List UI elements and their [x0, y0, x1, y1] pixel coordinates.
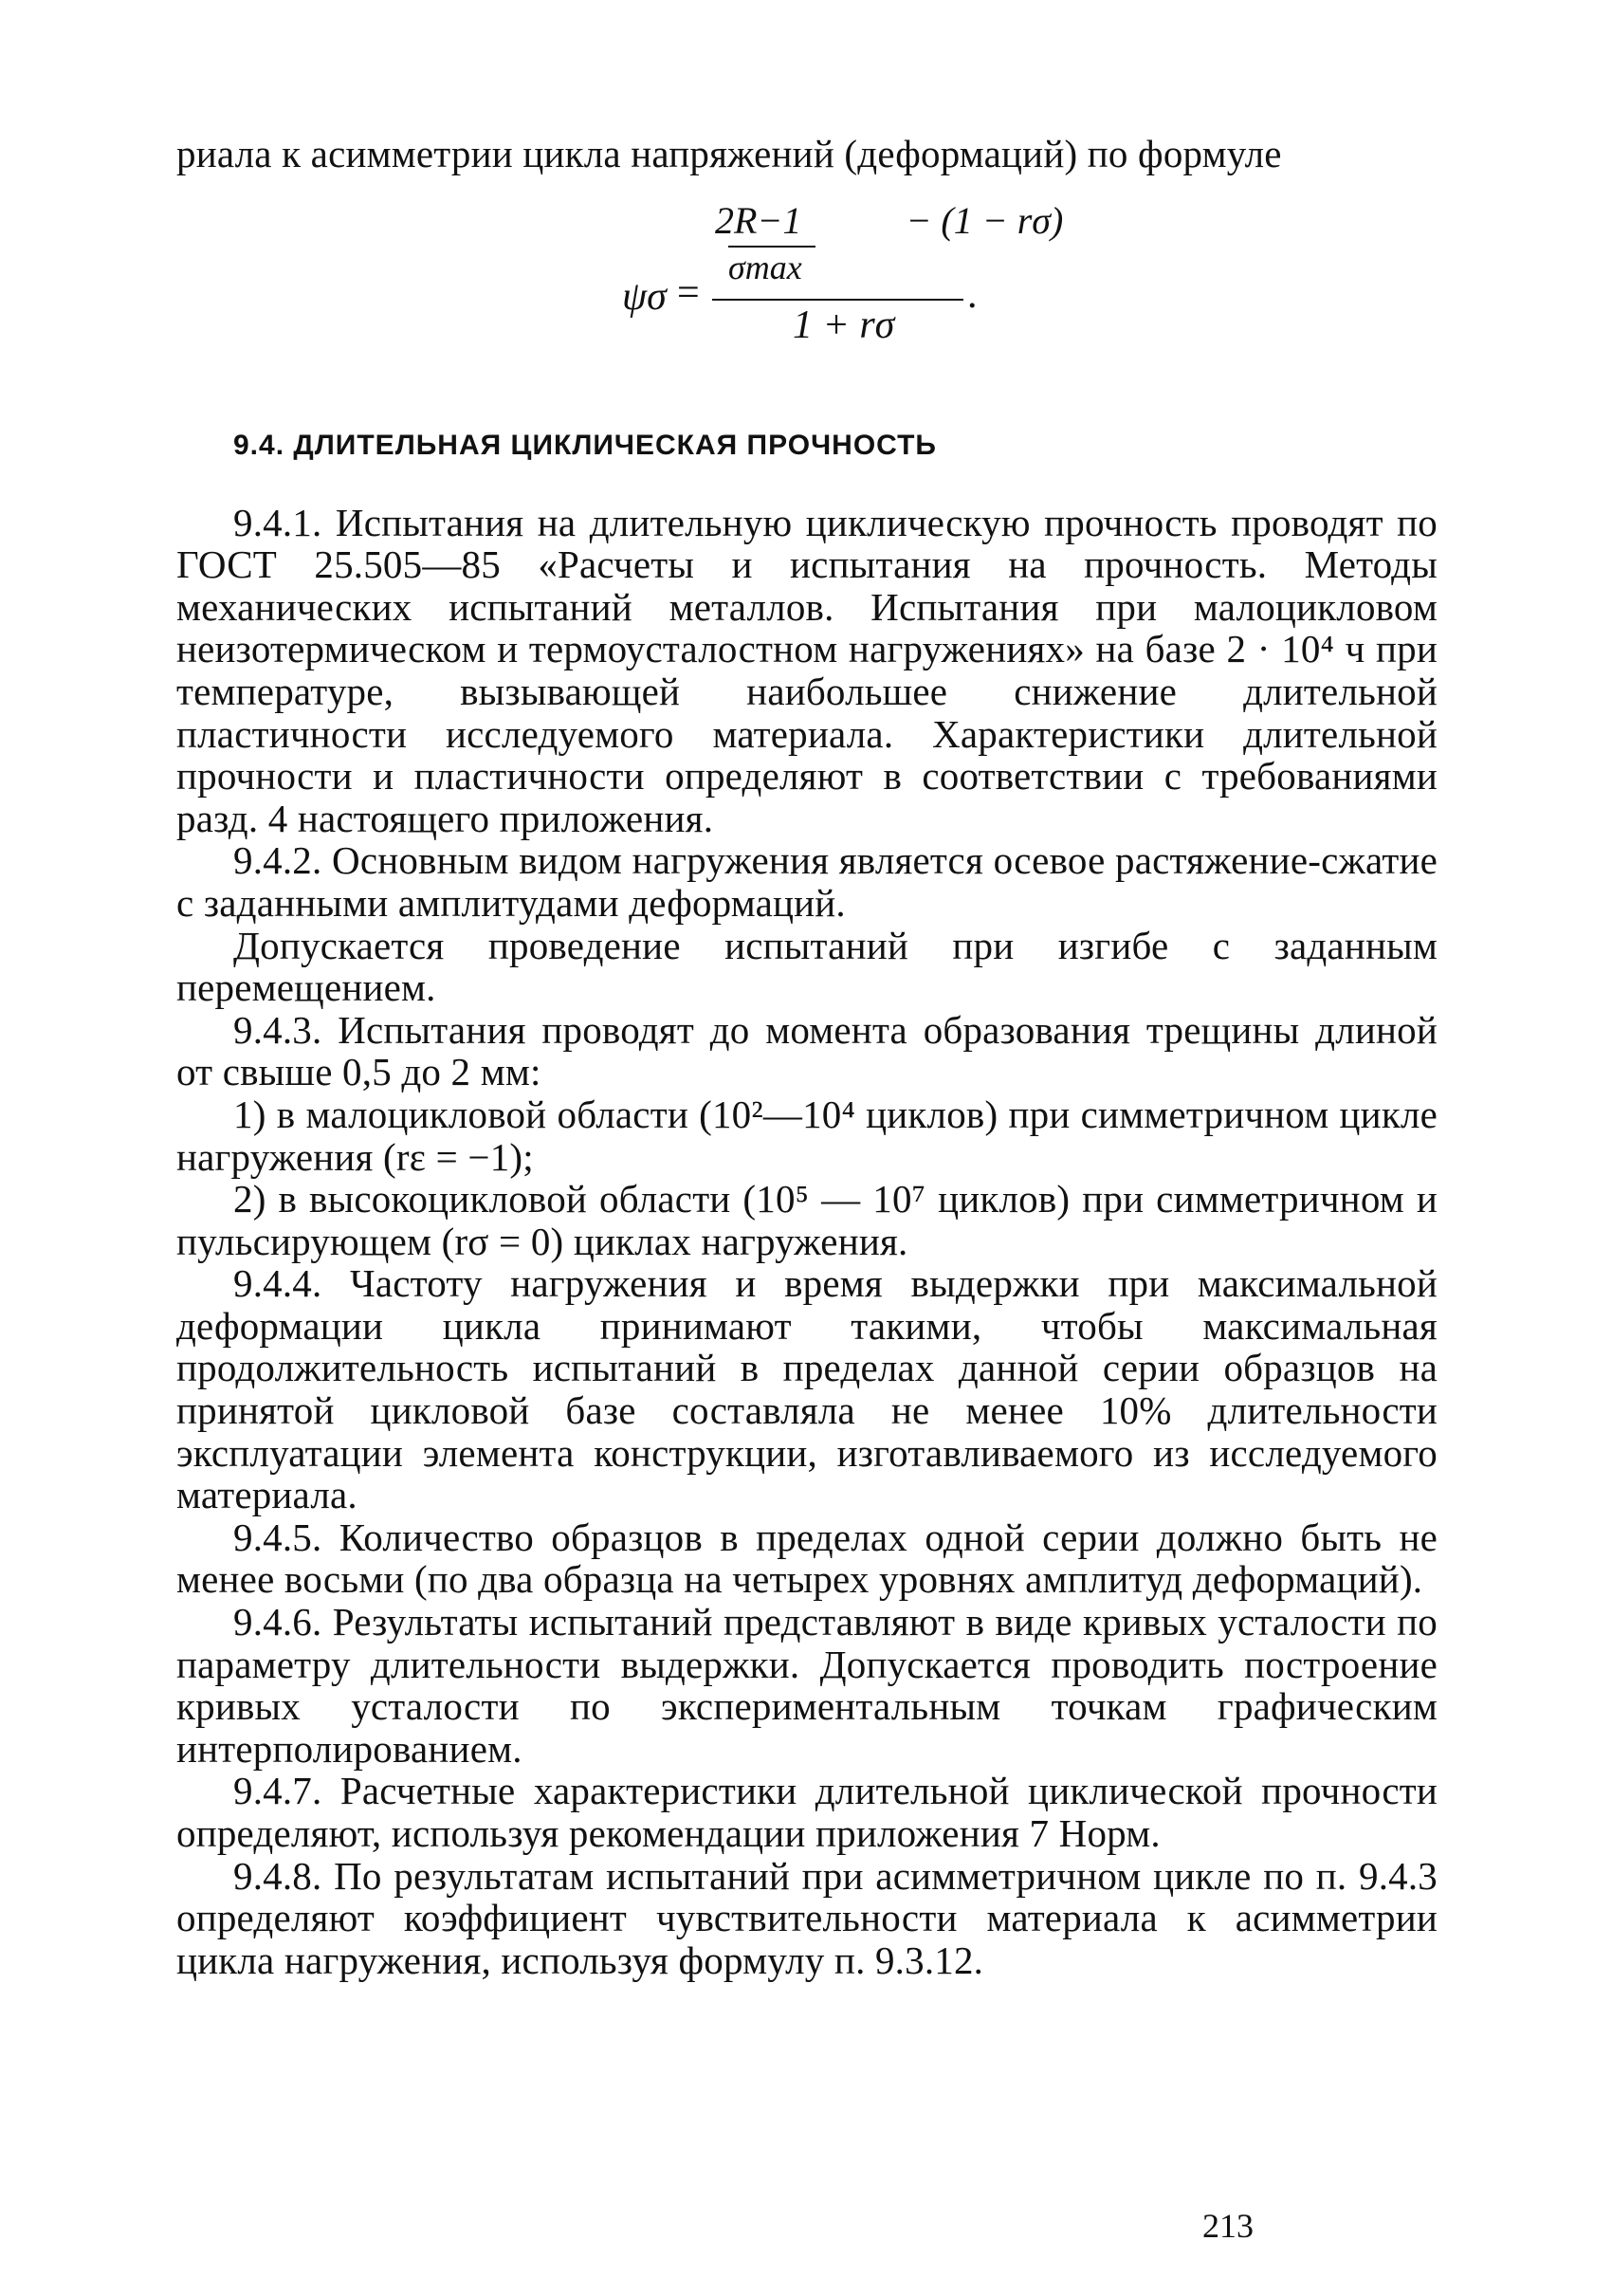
paragraph-9-4-8: 9.4.8. По результатам испытаний при асимметричном цикле по п. 9.4.3 определяют коэффициент чувствительности материала к асимметрии цикла нагружения, используя формулу п. 9.3.12. [176, 1853, 1438, 1982]
list-item-low-cycle: 1) в малоцикловой области (10²—10⁴ циклов) при симметричном цикле нагружения (rε = −1); [176, 1092, 1438, 1179]
paragraph-9-4-3: 9.4.3. Испытания проводят до момента образования трещины длиной от свыше 0,5 до 2 мм: [176, 1007, 1438, 1094]
formula-lhs: ψσ [622, 274, 667, 319]
formula-fraction-top: 2R−1 [715, 198, 802, 242]
formula-denominator: 1 + rσ [793, 303, 895, 347]
paragraph-9-4-4: 9.4.4. Частоту нагружения и время выдержки при максимальной деформации цикла принимают такими, чтобы максимальная продолжительность испытаний в пределах данной серии образцов на принятой цикловой базе составляла не менее 10% длительности эксплуатации элемента конструкции, изготавливаемого из исследуемого материала. [176, 1261, 1438, 1517]
page-number: 213 [1202, 2207, 1254, 2245]
paragraph-9-4-7: 9.4.7. Расчетные характеристики длительной циклической прочности определяют, используя рекомендации приложения 7 Норм. [176, 1769, 1438, 1855]
paragraph-9-4-2: 9.4.2. Основным видом нагружения является осевое растяжение-сжатие с заданными амплитудами деформаций. [176, 838, 1438, 925]
section-heading: 9.4. ДЛИТЕЛЬНАЯ ЦИКЛИЧЕСКАЯ ПРОЧНОСТЬ [233, 429, 937, 461]
formula-fraction-bottom: σmax [728, 248, 802, 286]
paragraph-9-4-1: 9.4.1. Испытания на длительную циклическую прочность проводят по ГОСТ 25.505—85 «Расчеты и испытания на прочность. Методы механических испытаний металлов. Испытания при малоцикловом неизотермическом и термоусталостном нагружениях» на базе 2 · 10⁴ ч при температуре, вызывающей наибольшее снижение длительной пластичности исследуемого материала. Характеристики длительной прочности и пластичности определяют в соответствии с требованиями разд. 4 настоящего приложения. [176, 500, 1438, 840]
formula-numerator-rest: − (1 − rσ) [906, 198, 1064, 242]
formula-numerator-top [715, 198, 1063, 243]
intro-paragraph: риала к асимметрии цикла напряжений (деформаций) по формуле [176, 132, 1282, 175]
formula-equals: = [677, 270, 700, 315]
formula-end-dot: . [967, 272, 978, 317]
paragraph-9-4-5: 9.4.5. Количество образцов в пределах одной серии должно быть не менее восьми (по два образца на четырех уровнях амплитуд деформаций). [176, 1515, 1438, 1602]
paragraph-9-4-6: 9.4.6. Результаты испытаний представляют в виде кривых усталости по параметру длительности выдержки. Допускается проводить построение кривых усталости по экспериментальным точкам графическим интерполированием. [176, 1600, 1438, 1771]
paragraph-allowed-bending: Допускается проведение испытаний при изгибе с заданным перемещением. [176, 923, 1438, 1010]
list-item-high-cycle: 2) в высокоцикловой области (10⁵ — 10⁷ циклов) при симметричном и пульсирующем (rσ = 0) циклах нагружения. [176, 1177, 1438, 1263]
formula-main-fraction-line [712, 299, 963, 301]
page-content [176, 133, 1438, 1981]
formula-psi-sigma [176, 181, 1438, 418]
